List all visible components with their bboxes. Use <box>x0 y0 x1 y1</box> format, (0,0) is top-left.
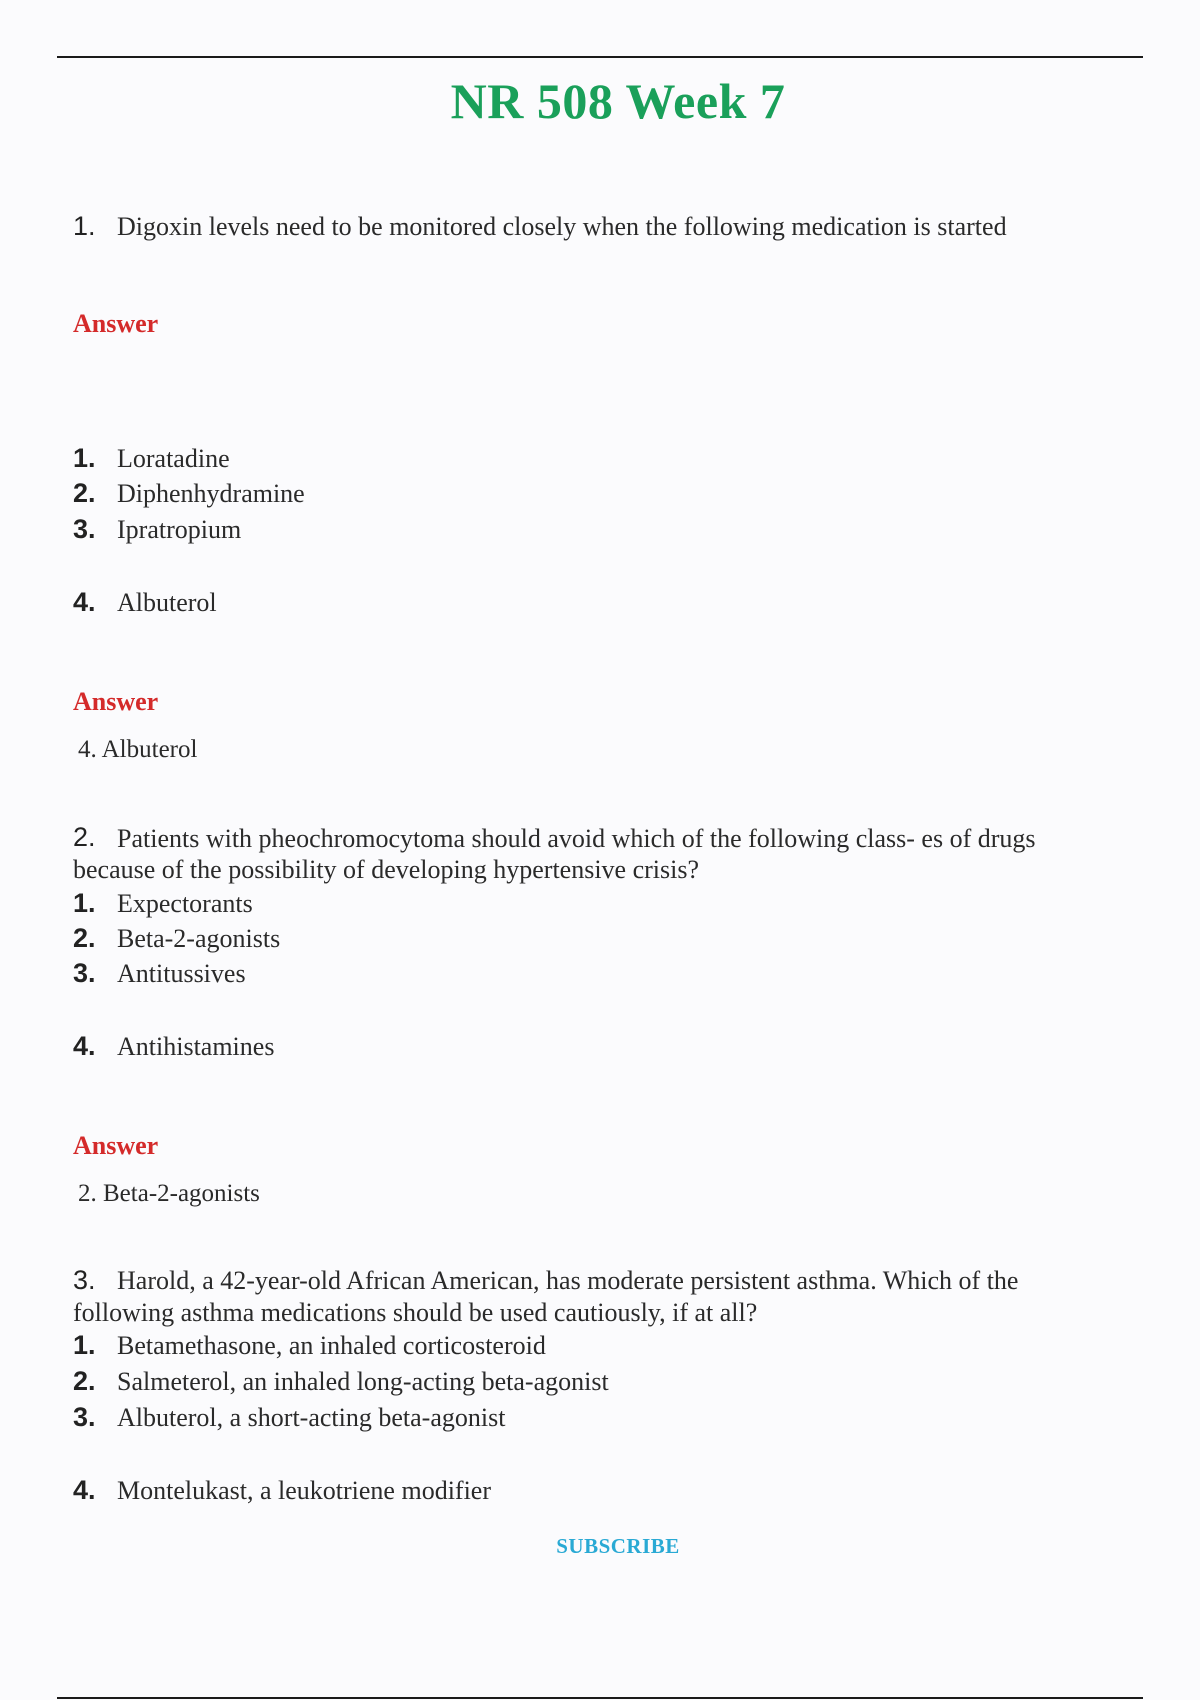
answer-value: 2. Beta-2-agonists <box>78 1180 260 1207</box>
subscribe-link[interactable]: SUBSCRIBE <box>556 1534 680 1558</box>
option-text: Salmeterol, an inhaled long-acting beta-agonist <box>117 1367 609 1396</box>
option-text: Ipratropium <box>117 515 242 544</box>
bottom-rule <box>57 1697 1143 1699</box>
option-number: 1. <box>73 888 96 918</box>
option-text: Expectorants <box>117 889 253 918</box>
option-text: Betamethasone, an inhaled corticosteroid <box>117 1331 546 1360</box>
option-text: Albuterol <box>117 588 217 617</box>
question-text: Patients with pheochromocytoma should avoid which of the following class- es of drugs <box>117 824 1036 853</box>
option-number: 1. <box>73 1330 96 1360</box>
option-number: 2. <box>73 923 96 953</box>
option-text: Montelukast, a leukotriene modifier <box>117 1476 492 1505</box>
answer-label: Answer <box>73 309 159 338</box>
option-number: 3. <box>73 958 96 988</box>
question-number: 3. <box>73 1265 96 1295</box>
question-text: Digoxin levels need to be monitored closely when the following medication is started <box>117 212 1007 241</box>
top-rule <box>57 56 1143 58</box>
option-number: 1. <box>73 443 96 473</box>
option-text: Diphenhydramine <box>117 479 305 508</box>
answer-value: 4. Albuterol <box>78 736 198 763</box>
question-number: 1. <box>73 211 96 241</box>
option-number: 3. <box>73 1402 96 1432</box>
question-text: Harold, a 42-year-old African American, has moderate persistent asthma. Which of the <box>117 1266 1019 1295</box>
option-text: Loratadine <box>117 444 230 473</box>
question-number: 2. <box>73 822 96 852</box>
option-number: 3. <box>73 514 96 544</box>
answer-label: Answer <box>73 1131 159 1160</box>
option-number: 4. <box>73 587 96 617</box>
question-text: following asthma medications should be used cautiously, if at all? <box>73 1298 758 1327</box>
question-text: because of the possibility of developing hypertensive crisis? <box>73 855 700 884</box>
option-text: Albuterol, a short-acting beta-agonist <box>117 1403 506 1432</box>
option-number: 4. <box>73 1031 96 1061</box>
option-number: 2. <box>73 478 96 508</box>
option-number: 4. <box>73 1475 96 1505</box>
option-text: Beta-2-agonists <box>117 924 281 953</box>
answer-label: Answer <box>73 687 159 716</box>
page-title: NR 508 Week 7 <box>450 73 786 129</box>
option-text: Antihistamines <box>117 1032 275 1061</box>
option-number: 2. <box>73 1366 96 1396</box>
option-text: Antitussives <box>117 959 246 988</box>
